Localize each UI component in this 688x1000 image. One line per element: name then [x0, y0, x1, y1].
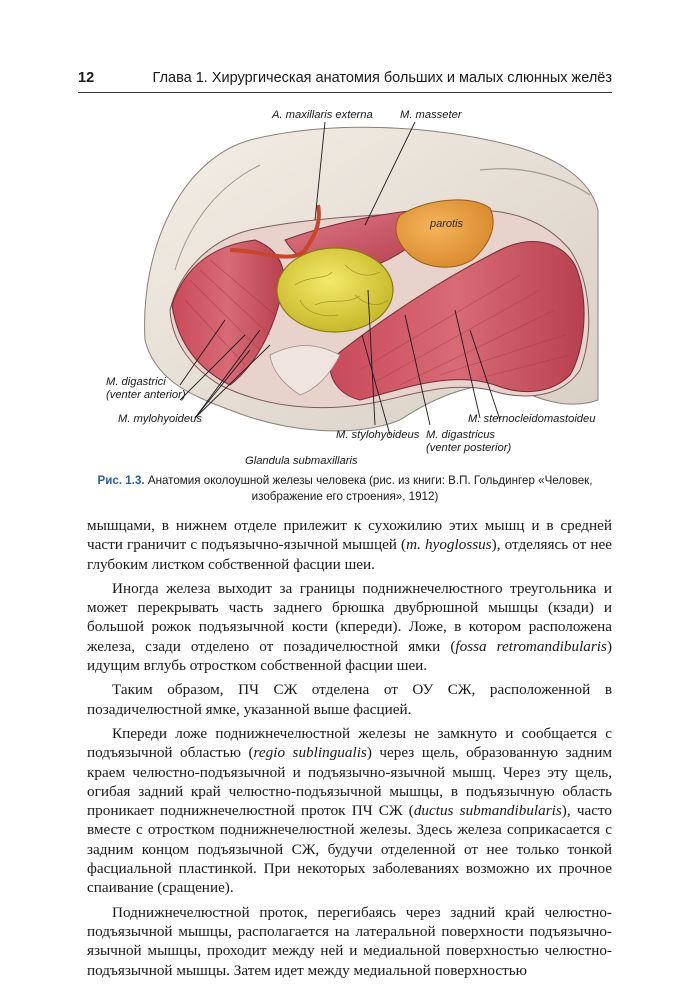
paragraph: Иногда железа выходит за границы поднижнечелюстного треугольника и может перекрывать часть заднего брюшка двубрюшной мышцы (кзади) и большой рожок подъязычной кости (кпереди). Ложе, в котором расположена железа, сзади отделено от позадичелюстной ямки (fossa retromandibularis) идущим вглубь отростком собственной фасции шеи.	[87, 579, 612, 675]
caption-label: Рис. 1.3.	[97, 474, 145, 487]
paragraph: Поднижнечелюстной проток, перегибаясь через задний край челюстно-подъязычной мышцы, располагается на латеральной поверхности подъязычно-язычной мышцы, проходит между ней и медиальной поверхностью челюстно-подъязычной мышцы. Затем идет между медиальной поверхностью	[87, 903, 612, 979]
chapter-title: Глава 1. Хирургическая анатомия больших и малых слюнных желёз	[152, 70, 612, 86]
caption-text: Анатомия околоушной железы человека (рис. из книги: В.П. Гольдингер «Человек, изображение его строения», 1912)	[144, 474, 593, 503]
figure-caption	[88, 473, 602, 505]
label-digastrici-2: (venter anterior)	[106, 389, 186, 401]
page-number: 12	[78, 70, 95, 86]
label-maxillaris: A. maxillaris externa	[272, 109, 373, 121]
label-masseter: M. masseter	[400, 109, 462, 121]
body-text	[87, 516, 612, 985]
header-rule	[78, 92, 612, 93]
label-digastricus-2: (venter posterior)	[426, 442, 512, 454]
label-mylohyoideus: M. mylohyoideus	[118, 413, 202, 425]
label-sterno: M. sternocleidomastoideu	[468, 413, 596, 425]
label-parotis: parotis	[430, 218, 464, 230]
label-glandula: Glandula submaxillaris	[245, 455, 358, 467]
submaxillary-gland	[277, 248, 393, 332]
paragraph: Кпереди ложе поднижнечелюстной железы не замкнуто и сообщается с подъязычной областью (regio sublingualis) через щель, образованную задним краем челюстно-подъязычной и подъязычно-язычной мышц. Через эту щель, огибая задний край челюстно-подъязычной мышцы, в подъязычную область проникает поднижнечелюстной проток ПЧ СЖ (ductus submandibularis), часто вместе с отростком поднижнечелюстной железы. Здесь железа соприкасается с задним концом подъязычной СЖ, будучи отделенной от нее только тонкой фасциальной пластинкой. При некоторых заболеваниях возможно их прочное спаивание (сращение).	[87, 724, 612, 897]
paragraph: Таким образом, ПЧ СЖ отделена от ОУ СЖ, расположенной в позадичелюстной ямке, указанной выше фасцией.	[87, 681, 612, 718]
anatomy-illustration	[100, 100, 600, 470]
label-digastricus-1: M. digastricus	[426, 429, 496, 441]
anatomy-figure	[100, 100, 600, 470]
running-header	[78, 70, 612, 92]
label-digastrici-1: M. digastrici	[106, 376, 166, 388]
label-stylohyoideus: M. stylohyoideus	[336, 429, 420, 441]
paragraph: мышцами, в нижнем отделе прилежит к сухожилию этих мышц и в средней части граничит с подъязычно-язычной мышцей (m. hyoglossus), отделяясь от нее глубоким листком собственной фасции шеи.	[87, 517, 612, 573]
